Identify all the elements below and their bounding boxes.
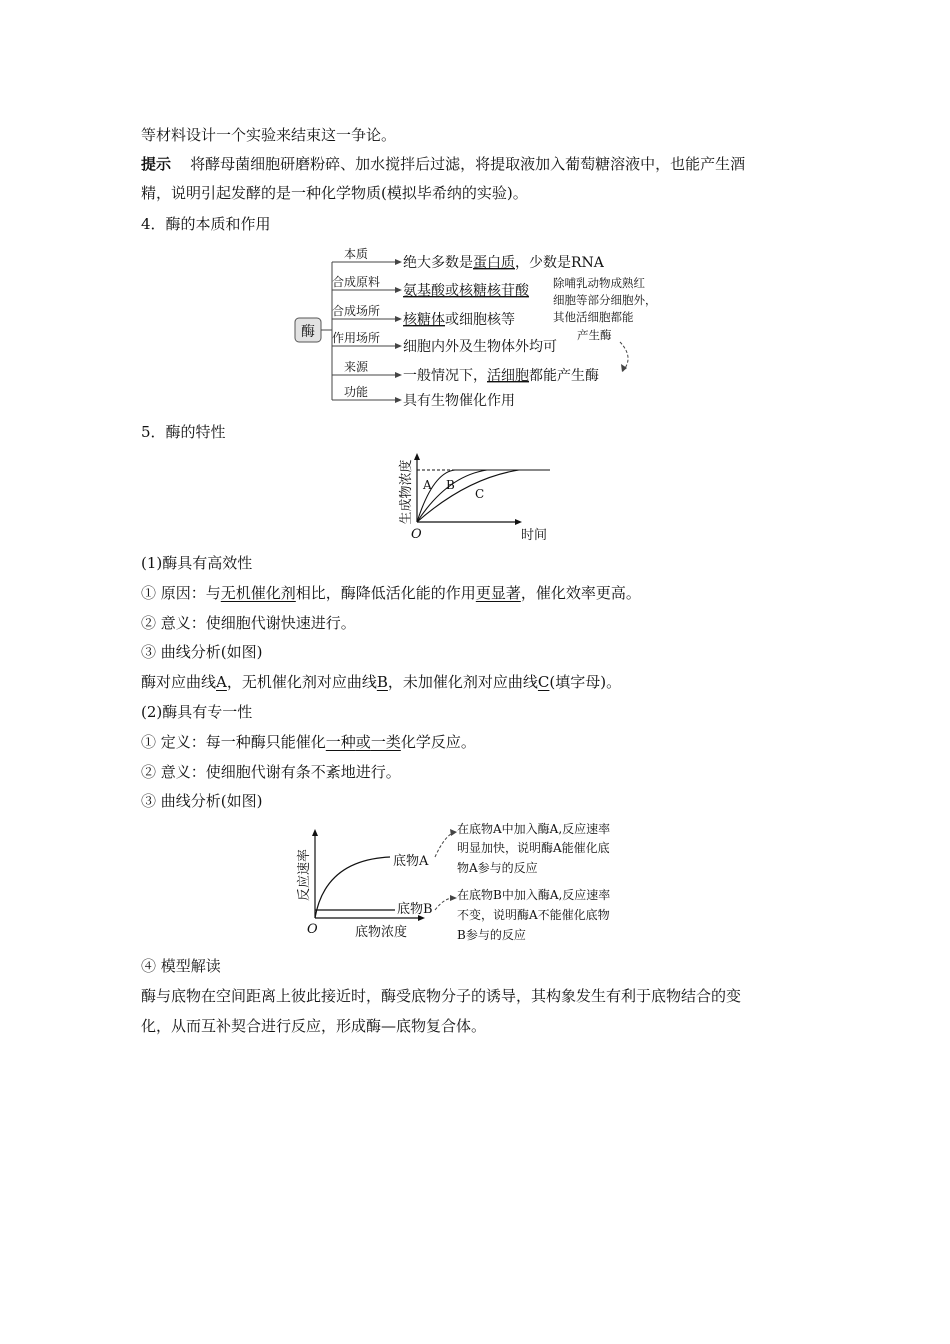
curve-b-label: 底物B xyxy=(397,902,433,917)
branch-content: 一般情况下，活细胞都能产生酶 xyxy=(403,368,599,384)
branch xyxy=(332,246,605,271)
p1-reason: ① 原因：与无机催化剂相比，酶降低活化能的作用更显著，催化效率更高。 xyxy=(141,584,641,602)
branch-content: 具有生物催化作用 xyxy=(403,393,515,409)
arrowhead xyxy=(395,397,402,403)
curve-b-label: B xyxy=(446,478,455,492)
origin-label: O xyxy=(411,527,422,542)
branch-label: 作用场所 xyxy=(331,331,381,345)
hint-paragraph-line2: 精，说明引起发酵的是一种化学物质(模拟毕希纳的实验)。 xyxy=(141,184,528,202)
note-a-line: 在底物A中加入酶A,反应速率 xyxy=(457,822,611,836)
p2-meaning: ② 意义：使细胞代谢有条不紊地进行。 xyxy=(141,763,401,781)
blank-answer: 一类 xyxy=(370,733,401,751)
arrowhead xyxy=(395,316,402,322)
branch xyxy=(332,274,530,299)
branch-content: 核糖体或细胞核等 xyxy=(403,312,515,328)
p1-title: (1)酶具有高效性 xyxy=(141,554,253,572)
root-label: 酶 xyxy=(301,324,315,340)
underlined-term: 蛋白质 xyxy=(473,255,515,271)
origin-label: O xyxy=(307,922,318,937)
curve-substrate-a xyxy=(315,857,390,918)
blank-answer: B xyxy=(376,673,388,691)
branch-label: 合成原料 xyxy=(331,275,381,289)
branch-label: 本质 xyxy=(343,247,369,261)
p1-curve: ③ 曲线分析(如图) xyxy=(141,643,263,661)
p2-curve: ③ 曲线分析(如图) xyxy=(141,792,263,810)
note-line: 细胞等部分细胞外， xyxy=(553,293,657,307)
p4-line2: 化，从而互补契合进行反应，形成酶—底物复合体。 xyxy=(141,1017,487,1035)
curve-a-label: A xyxy=(423,478,432,492)
hint-label: 提示 xyxy=(141,155,172,173)
note-line: 除哺乳动物成熟红 xyxy=(553,276,645,290)
blank-answer: 一种 xyxy=(325,733,356,751)
arrowhead xyxy=(395,287,402,293)
note-b-line: 在底物B中加入酶A,反应速率 xyxy=(457,888,611,902)
x-axis-label: 时间 xyxy=(521,528,548,543)
note-a-line: 物A参与的反应 xyxy=(457,861,538,875)
note-b-line: B参与的反应 xyxy=(457,928,526,942)
curve-c-label: C xyxy=(475,487,485,501)
arrowhead xyxy=(395,343,402,349)
arrowhead xyxy=(395,372,402,378)
hint-paragraph-line1 xyxy=(141,153,811,175)
enzyme-concept-diagram xyxy=(290,240,680,415)
p1-meaning: ② 意义：使细胞代谢快速进行。 xyxy=(141,614,356,632)
x-axis-label: 底物浓度 xyxy=(355,925,408,940)
y-axis-label: 反应速率 xyxy=(297,848,312,902)
branch-content xyxy=(403,282,530,299)
section4-heading: 4．酶的本质和作用 xyxy=(141,215,271,233)
note-b-line: 不变，说明酶A不能催化底物 xyxy=(457,908,610,922)
underlined-term: 核糖体 xyxy=(403,312,445,328)
branch-label: 来源 xyxy=(343,360,369,374)
arrowhead xyxy=(395,259,402,265)
blank-answer: 无机催化剂 xyxy=(220,584,296,602)
branch-content: 绝大多数是蛋白质，少数是RNA xyxy=(403,255,604,271)
p4-title: ④ 模型解读 xyxy=(141,957,221,975)
blank-answer: 更显著 xyxy=(475,584,521,602)
p1-curve-answer: 酶对应曲线A，无机催化剂对应曲线B，未加催化剂对应曲线C(填字母)。 xyxy=(141,673,622,691)
branch-label: 功能 xyxy=(343,385,369,399)
y-axis-label: 生成物浓度 xyxy=(399,459,414,525)
branch-label: 合成场所 xyxy=(331,304,381,318)
p2-title: (2)酶具有专一性 xyxy=(141,703,253,721)
section5-heading: 5．酶的特性 xyxy=(141,423,226,441)
branch xyxy=(332,303,515,328)
branch xyxy=(332,359,599,384)
branch xyxy=(332,330,557,355)
note-line: 其他活细胞都能 xyxy=(553,310,634,324)
blank-answer: C xyxy=(537,673,550,691)
p2-definition: ① 定义：每一种酶只能催化一种或一类化学反应。 xyxy=(141,733,476,751)
underlined-term: 活细胞 xyxy=(487,368,529,384)
intro-line: 等材料设计一个实验来结束这一争论。 xyxy=(141,126,397,144)
blank-answer: A xyxy=(216,673,227,691)
p4-line1: 酶与底物在空间距离上彼此接近时，酶受底物分子的诱导，其构象发生有利于底物结合的变 xyxy=(141,987,742,1005)
branch xyxy=(332,384,515,409)
enzyme-source-note xyxy=(553,276,657,342)
hint-text: 将酵母菌细胞研磨粉碎、加水搅拌后过滤，将提取液加入葡萄糖溶液中，也能产生酒 xyxy=(190,155,746,173)
curve-a-label: 底物A xyxy=(393,854,429,869)
efficiency-chart xyxy=(395,450,565,545)
note-a-line: 明显加快，说明酶A能催化底 xyxy=(457,841,610,855)
branch-content: 细胞内外及生物体外均可 xyxy=(403,339,557,355)
underlined-term: 氨基酸或核糖核苷酸 xyxy=(403,283,529,299)
specificity-chart xyxy=(295,815,675,950)
note-line: 产生酶 xyxy=(577,328,612,342)
